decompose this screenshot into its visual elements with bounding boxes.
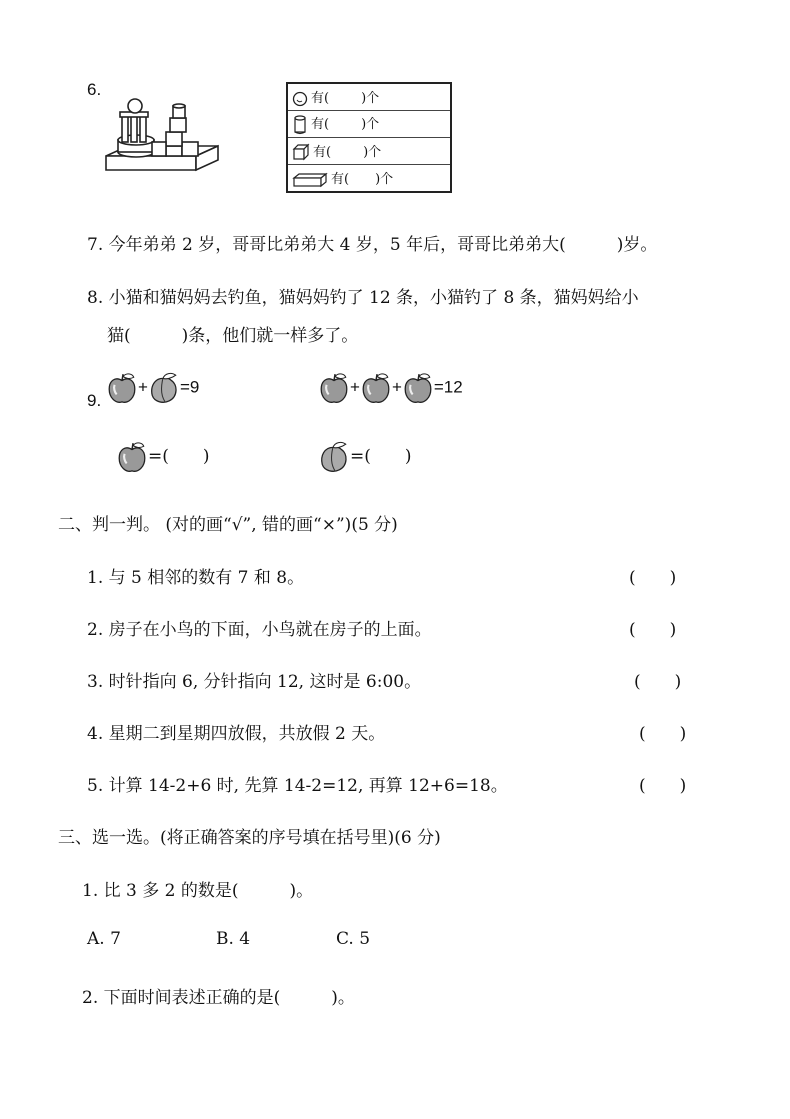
judge-item-text: 2. 房子在小鸟的下面，小鸟就在房子的上面。 — [87, 620, 432, 640]
section2-title: 二、判一判。 (对的画“√”, 错的画“×”)(5 分) — [58, 515, 398, 535]
equation-2: + + =12 — [318, 372, 463, 404]
equation-1-result: =9 — [179, 377, 200, 397]
q7-text: 7. 今年弟弟 2 岁，哥哥比弟弟大 4 岁，5 年后，哥哥比弟弟大( )岁。 — [87, 235, 658, 255]
judge-item-blank: ( ) — [639, 724, 687, 744]
judge-item-text: 3. 时针指向 6, 分针指向 12, 这时是 6:00。 — [87, 672, 422, 692]
judge-item-blank: ( ) — [634, 672, 682, 692]
apple-icon — [360, 372, 392, 404]
judge-item-blank: ( ) — [629, 620, 677, 640]
option-c: C. 5 — [336, 929, 371, 949]
shape-row — [287, 111, 451, 138]
judge-item-text: 5. 计算 14-2+6 时, 先算 14-2=12, 再算 12+6=18。 — [87, 776, 508, 796]
q8-line2: 猫( )条，他们就一样多了。 — [107, 326, 359, 346]
choice-question-1: 1. 比 3 多 2 的数是( )。 — [82, 881, 314, 901]
shape-row — [287, 165, 451, 193]
shape-count-table — [286, 82, 452, 193]
row-label: 有( — [311, 117, 330, 133]
equation-2-result: =12 — [433, 377, 463, 397]
judge-item-text: 4. 星期二到星期四放假，共放假 2 天。 — [87, 724, 386, 744]
option-a: A. 7 — [87, 929, 121, 949]
row-close: )个 — [363, 144, 382, 160]
cuboid-icon — [292, 172, 328, 188]
row-label: 有( — [331, 172, 350, 188]
judge-item-blank: ( ) — [639, 776, 687, 796]
section3-title: 三、选一选。(将正确答案的序号填在括号里)(6 分) — [58, 828, 441, 848]
sphere-icon — [292, 91, 308, 107]
peach-icon — [318, 441, 350, 473]
block-stack-picture — [104, 98, 224, 178]
apple-icon — [402, 372, 434, 404]
option-b: B. 4 — [216, 929, 251, 949]
q9-number: 9. — [87, 391, 102, 410]
cylinder-icon — [292, 115, 308, 135]
row-close: )个 — [361, 91, 380, 107]
shape-row — [287, 138, 451, 165]
row-label: 有( — [313, 144, 332, 160]
q8-line1: 8. 小猫和猫妈妈去钓鱼，猫妈妈钓了 12 条，小猫钓了 8 条，猫妈妈给小 — [87, 288, 639, 308]
apple-answer-blank: =( ) — [148, 446, 210, 467]
shape-row — [287, 83, 451, 111]
equation-1: + =9 — [106, 372, 199, 404]
row-close: )个 — [361, 117, 380, 133]
apple-icon — [116, 441, 148, 473]
apple-icon — [106, 372, 138, 404]
peach-answer — [318, 441, 412, 473]
peach-answer-blank: =( ) — [350, 446, 412, 467]
choice-question-2: 2. 下面时间表述正确的是( )。 — [82, 988, 355, 1008]
judge-item-text: 1. 与 5 相邻的数有 7 和 8。 — [87, 568, 305, 588]
judge-item-blank: ( ) — [629, 568, 677, 588]
peach-icon — [148, 372, 180, 404]
q6-number: 6. — [87, 80, 102, 99]
apple-answer — [116, 441, 210, 473]
row-label: 有( — [311, 91, 330, 107]
row-close: )个 — [375, 172, 394, 188]
apple-icon — [318, 372, 350, 404]
cube-icon — [292, 143, 310, 161]
